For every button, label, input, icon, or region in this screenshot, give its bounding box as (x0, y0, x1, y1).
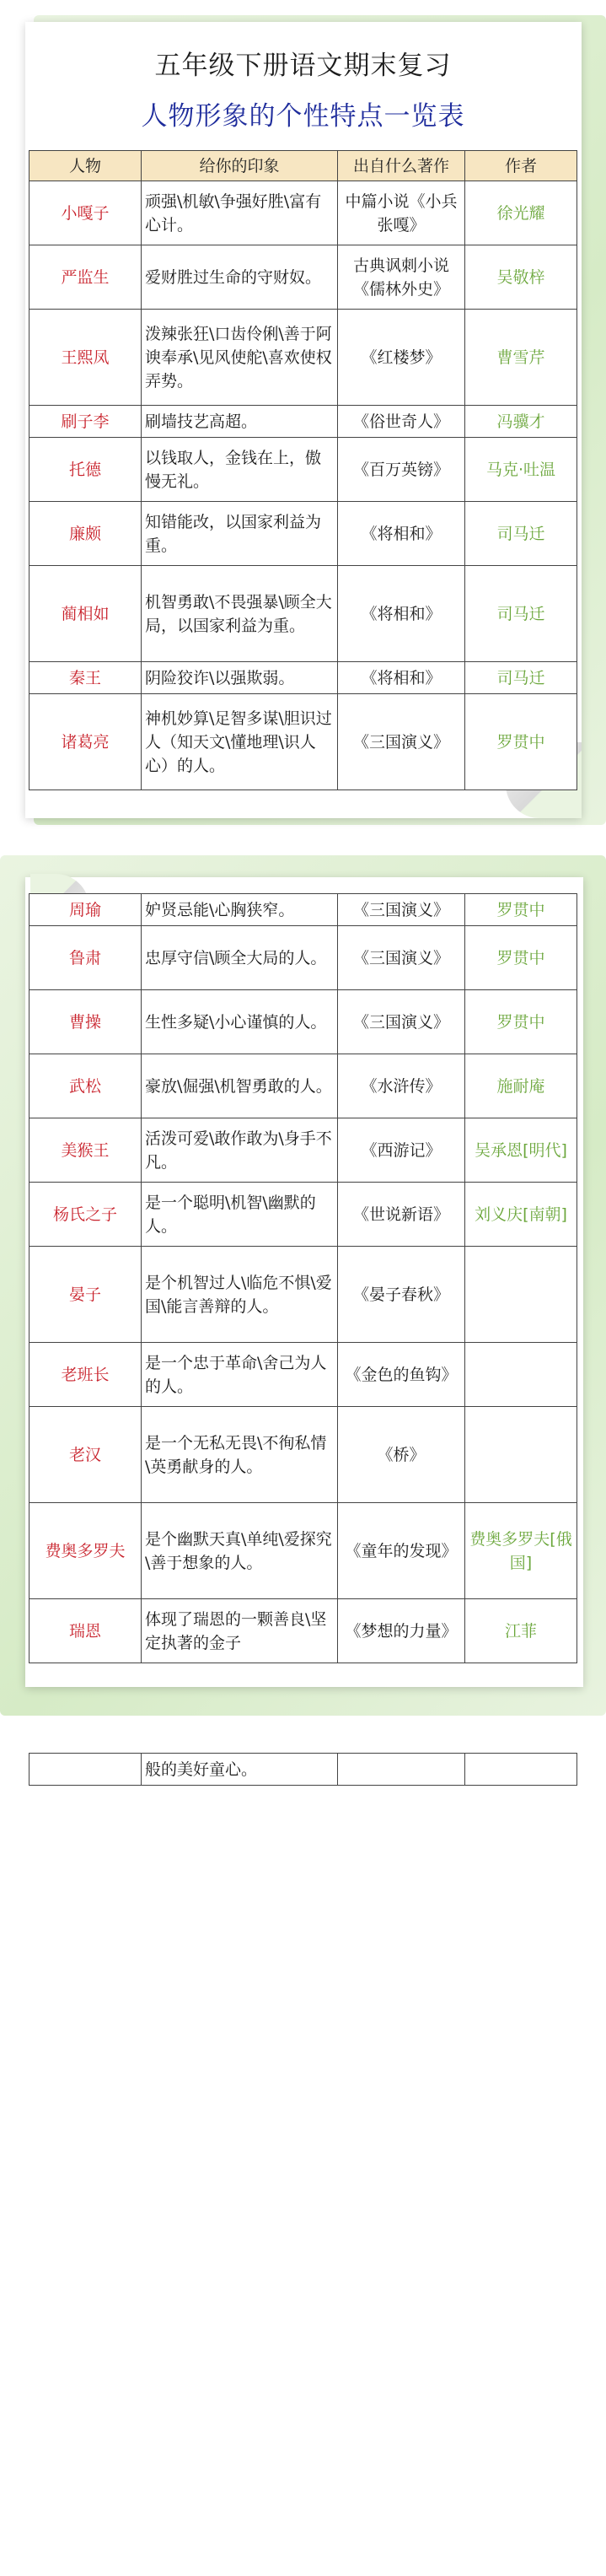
cell-name: 瑞恩 (29, 1599, 142, 1663)
cell-work: 《百万英镑》 (338, 438, 465, 502)
cell-author: 马克·吐温 (465, 438, 577, 502)
cell-author: 罗贯中 (465, 990, 577, 1054)
cell-impression: 以钱取人，金钱在上，傲慢无礼。 (142, 438, 338, 502)
cell-impression: 般的美好童心。 (142, 1754, 338, 1786)
cell-impression: 顽强\机敏\争强好胜\富有心计。 (142, 181, 338, 245)
cell-impression: 是个幽默天真\单纯\爱探究\善于想象的人。 (142, 1503, 338, 1599)
cell-work: 《将相和》 (338, 502, 465, 566)
cell-work: 《三国演义》 (338, 694, 465, 790)
table-row (29, 1183, 577, 1247)
cell-work: 《将相和》 (338, 662, 465, 694)
cell-impression: 妒贤忌能\心胸狭窄。 (142, 894, 338, 926)
cell-author: 罗贯中 (465, 694, 577, 790)
table-row (29, 502, 577, 566)
cell-work: 《三国演义》 (338, 894, 465, 926)
cell-author: 曹雪芹 (465, 310, 577, 406)
cell-impression: 是一个忠于革命\舍己为人的人。 (142, 1343, 338, 1407)
cell-name: 托德 (29, 438, 142, 502)
cell-name: 老班长 (29, 1343, 142, 1407)
cell-name: 周瑜 (29, 894, 142, 926)
cell-name: 蔺相如 (29, 566, 142, 662)
cell-name: 美猴王 (29, 1118, 142, 1183)
cell-impression: 阴险狡诈\以强欺弱。 (142, 662, 338, 694)
table-row (29, 1054, 577, 1118)
table-row (29, 662, 577, 694)
cell-impression: 泼辣张狂\口齿伶俐\善于阿谀奉承\见风使舵\喜欢使权弄势。 (142, 310, 338, 406)
cell-author: 吴敬梓 (465, 245, 577, 310)
cell-author: 司马迁 (465, 566, 577, 662)
cell-impression: 是一个聪明\机智\幽默的人。 (142, 1183, 338, 1247)
table-section-1 (29, 150, 577, 790)
page-title: 五年级下册语文期末复习 (154, 51, 452, 81)
cell-name: 王熙凤 (29, 310, 142, 406)
page-subtitle: 人物形象的个性特点一览表 (141, 101, 465, 132)
table-row (29, 1407, 577, 1503)
cell-name: 老汉 (29, 1407, 142, 1503)
cell-work: 《金色的鱼钩》 (338, 1343, 465, 1407)
cell-author: 罗贯中 (465, 926, 577, 990)
cell-work: 《晏子春秋》 (338, 1247, 465, 1343)
cell-author: 冯骥才 (465, 406, 577, 438)
table-row (29, 926, 577, 990)
table-row (29, 1503, 577, 1599)
header-work: 出自什么著作 (338, 151, 465, 181)
cell-work: 《三国演义》 (338, 926, 465, 990)
cell-name: 杨氏之子 (29, 1183, 142, 1247)
cell-author: 司马迁 (465, 662, 577, 694)
cell-work: 《童年的发现》 (338, 1503, 465, 1599)
cell-impression: 活泼可爱\敢作敢为\身手不凡。 (142, 1118, 338, 1183)
cell-impression: 刷墙技艺高超。 (142, 406, 338, 438)
cell-impression: 忠厚守信\顾全大局的人。 (142, 926, 338, 990)
cell-name: 小嘎子 (29, 181, 142, 245)
table-row (29, 894, 577, 926)
cell-work: 中篇小说《小兵张嘎》 (338, 181, 465, 245)
cell-work: 《红楼梦》 (338, 310, 465, 406)
cell-work (338, 1754, 465, 1786)
cell-impression: 体现了瑞恩的一颗善良\坚定执著的金子 (142, 1599, 338, 1663)
table-row (29, 990, 577, 1054)
table-row (29, 245, 577, 310)
cell-impression: 豪放\倔强\机智勇敢的人。 (142, 1054, 338, 1118)
table-header-row (29, 151, 577, 181)
cell-impression: 是一个无私无畏\不徇私情\英勇献身的人。 (142, 1407, 338, 1503)
cell-author: 司马迁 (465, 502, 577, 566)
cell-author: 罗贯中 (465, 894, 577, 926)
cell-author: 费奥多罗夫[俄国] (465, 1503, 577, 1599)
table-row (29, 438, 577, 502)
cell-name: 秦王 (29, 662, 142, 694)
cell-impression: 是个机智过人\临危不惧\爱国\能言善辩的人。 (142, 1247, 338, 1343)
cell-work: 《将相和》 (338, 566, 465, 662)
cell-impression: 机智勇敢\不畏强暴\顾全大局，以国家利益为重。 (142, 566, 338, 662)
cell-name (29, 1754, 142, 1786)
cell-author: 吴承恩[明代] (465, 1118, 577, 1183)
table-row (29, 181, 577, 245)
cell-name: 刷子李 (29, 406, 142, 438)
cell-author (465, 1247, 577, 1343)
table-row (29, 406, 577, 438)
table-row (29, 1118, 577, 1183)
cell-work: 《世说新语》 (338, 1183, 465, 1247)
cell-name: 鲁肃 (29, 926, 142, 990)
cell-author: 江菲 (465, 1599, 577, 1663)
table-row (29, 566, 577, 662)
cell-name: 廉颇 (29, 502, 142, 566)
table-row (29, 1599, 577, 1663)
cell-name: 武松 (29, 1054, 142, 1118)
cell-name: 严监生 (29, 245, 142, 310)
cell-impression: 爱财胜过生命的守财奴。 (142, 245, 338, 310)
cell-author (465, 1407, 577, 1503)
table-section-2 (29, 893, 577, 1663)
header-impression: 给你的印象 (142, 151, 338, 181)
cell-work: 《三国演义》 (338, 990, 465, 1054)
cell-author: 刘义庆[南朝] (465, 1183, 577, 1247)
cell-author: 徐光耀 (465, 181, 577, 245)
cell-name: 费奥多罗夫 (29, 1503, 142, 1599)
table-row (29, 1247, 577, 1343)
table-row (29, 310, 577, 406)
cell-name: 曹操 (29, 990, 142, 1054)
cell-author (465, 1754, 577, 1786)
cell-work: 《俗世奇人》 (338, 406, 465, 438)
cell-author (465, 1343, 577, 1407)
table-row (29, 694, 577, 790)
cell-work: 古典讽刺小说《儒林外史》 (338, 245, 465, 310)
header-person: 人物 (29, 151, 142, 181)
cell-work: 《水浒传》 (338, 1054, 465, 1118)
cell-author: 施耐庵 (465, 1054, 577, 1118)
cell-work: 《西游记》 (338, 1118, 465, 1183)
cell-name: 晏子 (29, 1247, 142, 1343)
header-author: 作者 (465, 151, 577, 181)
table-row (29, 1754, 577, 1786)
table-section-3 (29, 1753, 577, 1786)
cell-impression: 生性多疑\小心谨慎的人。 (142, 990, 338, 1054)
cell-impression: 知错能改，以国家利益为重。 (142, 502, 338, 566)
cell-work: 《梦想的力量》 (338, 1599, 465, 1663)
cell-name: 诸葛亮 (29, 694, 142, 790)
cell-work: 《桥》 (338, 1407, 465, 1503)
table-row (29, 1343, 577, 1407)
cell-impression: 神机妙算\足智多谋\胆识过人（知天文\懂地理\识人心）的人。 (142, 694, 338, 790)
